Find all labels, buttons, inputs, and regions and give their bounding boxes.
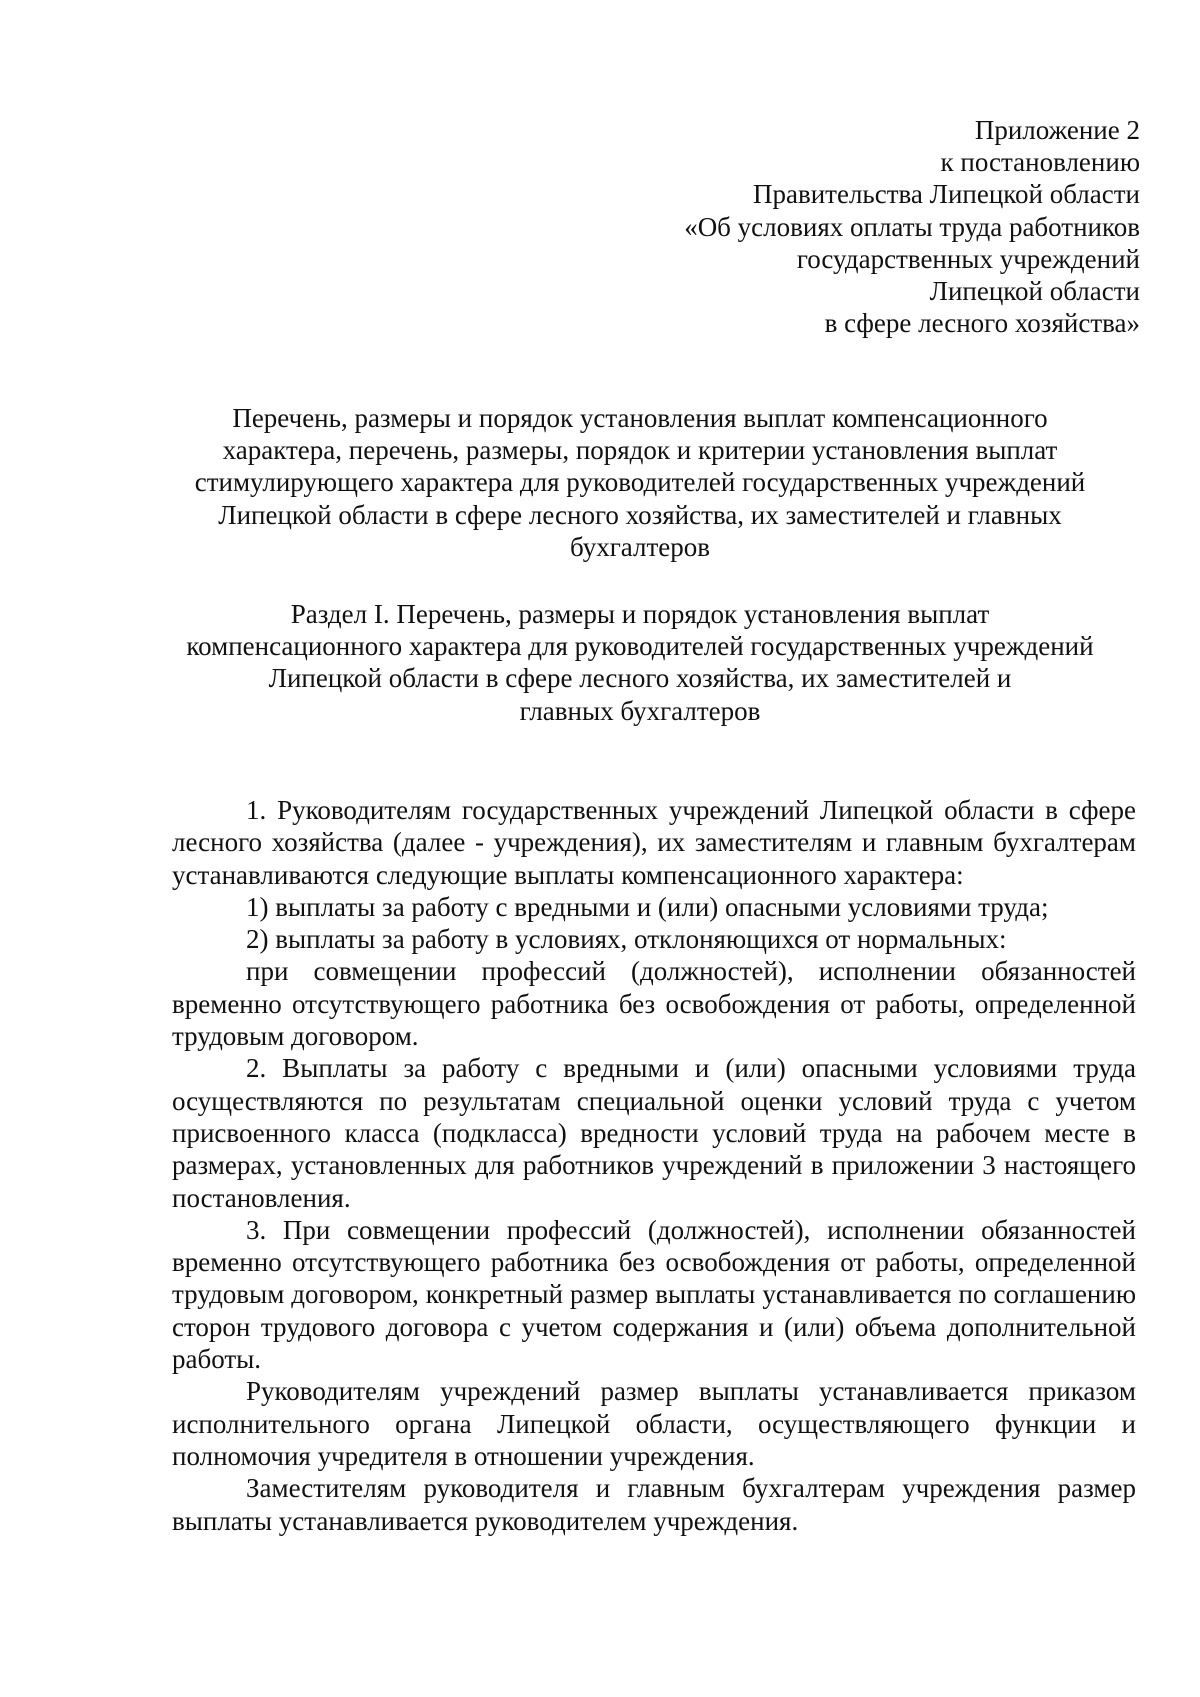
list-item-2: 2) выплаты за работу в условиях, отклоняющихся от нормальных: [246, 924, 1007, 955]
appendix-line: «Об условиях оплаты труда работников [684, 211, 1140, 242]
appendix-header [500, 114, 1140, 339]
appendix-line: государственных учреждений [796, 243, 1140, 274]
appendix-line: в сфере лесного хозяйства» [824, 308, 1140, 339]
title-line: Липецкой области в сфере лесного хозяйства, их заместителей и главных [218, 499, 1062, 530]
section-line: главных бухгалтеров [519, 695, 761, 726]
title-line: характера, перечень, размеры, порядок и критерии установления выплат [222, 435, 1058, 466]
paragraph-1: 1. Руководителям государственных учреждений Липецкой области в сфере лесного хозяйства (далее - учреждения), их заместителям и главным бухгалтерам устанавливаются следующие выплаты компенсационного характера: [172, 795, 1136, 890]
list-item-1: 1) выплаты за работу с вредными и (или) опасными условиями труда; [246, 891, 1049, 922]
appendix-line: Правительства Липецкой области [752, 179, 1140, 210]
title-line: стимулирующего характера для руководителей государственных учреждений [194, 467, 1086, 498]
paragraph-deputies: Заместителям руководителя и главным бухгалтерам учреждения размер выплаты устанавливается руководителем учреждения. [172, 1473, 1136, 1536]
document-body [172, 794, 1136, 1537]
title-line: бухгалтеров [569, 531, 710, 562]
section-line: Липецкой области в сфере лесного хозяйства, их заместителей и [268, 663, 1012, 694]
title-line: Перечень, размеры и порядок установления выплат компенсационного [232, 403, 1048, 433]
appendix-line: Липецкой области [929, 276, 1140, 307]
paragraph-2: 2. Выплаты за работу с вредными и (или) опасными условиями труда осуществляются по результатам специальной оценки условий труда с учетом присвоенного класса (подкласса) вредности условий труда на рабочем месте в размерах, установленных для работников учреждений в приложении 3 настоящего постановления. [172, 1053, 1136, 1213]
paragraph-3: 3. При совмещении профессий (должностей), исполнении обязанностей временно отсутствующего работника без освобождения от работы, определенной трудовым договором, конкретный размер выплаты устанавливается по соглашению сторон трудового договора с учетом содержания и (или) объема дополнительной работы. [172, 1214, 1136, 1375]
section-line: компенсационного характера для руководителей государственных учреждений [186, 631, 1094, 662]
list-subitem: при совмещении профессий (должностей), исполнении обязанностей временно отсутствующего работника без освобождения от работы, определенной трудовым договором. [172, 956, 1136, 1052]
document-title [150, 402, 1130, 563]
section-heading [150, 598, 1130, 727]
appendix-line: к постановлению [940, 147, 1140, 178]
paragraph-heads: Руководителям учреждений размер выплаты устанавливается приказом исполнительного органа Липецкой области, осуществляющего функции и полномочия учредителя в отношении учреждения. [172, 1376, 1136, 1471]
appendix-line: Приложение 2 [974, 115, 1140, 145]
section-line: Раздел I. Перечень, размеры и порядок установления выплат [290, 599, 990, 629]
